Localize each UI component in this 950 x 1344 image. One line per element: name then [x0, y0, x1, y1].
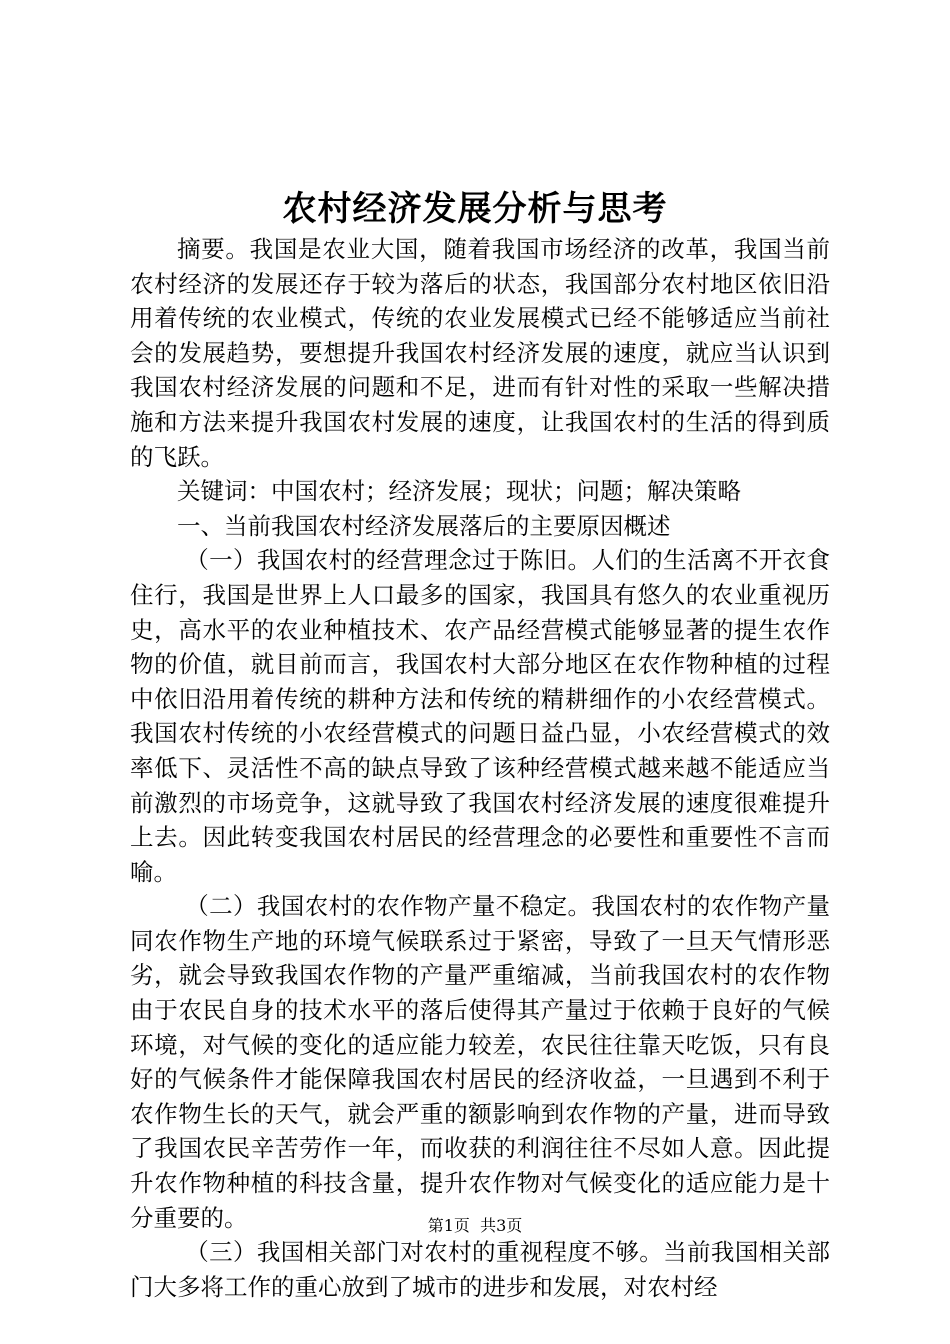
page-footer	[0, 1215, 950, 1237]
body-paragraph: （三）我国相关部门对农村的重视程度不够。当前我国相关部门大多将工作的重心放到了城市的进步和发展，对农村经	[130, 1238, 830, 1301]
document-body	[130, 232, 830, 1304]
document-title: 农村经济发展分析与思考	[282, 189, 668, 229]
abstract-paragraph: 摘要。我国是农业大国，随着我国市场经济的改革，我国当前农村经济的发展还存于较为落后的状态，我国部分农村地区依旧沿用着传统的农业模式，传统的农业发展模式已经不能够适应当前社会的发展趋势，要想提升我国农村经济发展的速度，就应当认识到我国农村经济发展的问题和不足，进而有针对性的采取一些解决措施和方法来提升我国农村发展的速度，让我国农村的生活的得到质的飞跃。	[130, 235, 830, 471]
section-heading: 一、当前我国农村经济发展落后的主要原因概述	[177, 511, 671, 540]
page-total: 共3页	[480, 1216, 523, 1235]
body-paragraph: （二）我国农村的农作物产量不稳定。我国农村的农作物产量同农作物生产地的环境气候联系过于紧密，导致了一旦天气情形恶劣，就会导致我国农作物的产量严重缩减，当前我国农村的农作物由于农民自身的技术水平的落后使得其产量过于依赖于良好的气候环境，对气候的变化的适应能力较差，农民往往靠天吃饭，只有良好的气候条件才能保障我国农村居民的经济收益，一旦遇到不利于农作物生长的天气，就会严重的额影响到农作物的产量，进而导致了我国农民辛苦劳作一年，而收获的利润往往不尽如人意。因此提升农作物种植的科技含量，提升农作物对气候变化的适应能力是十分重要的。	[130, 892, 830, 1232]
page-number: 第1页	[427, 1216, 470, 1235]
body-paragraph: （一）我国农村的经营理念过于陈旧。人们的生活离不开衣食住行，我国是世界上人口最多的国家，我国具有悠久的农业重视历史，高水平的农业种植技术、农产品经营模式能够显著的提生农作物的价值，就目前而言，我国农村大部分地区在农作物种植的过程中依旧沿用着传统的耕种方法和传统的精耕细作的小农经营模式。我国农村传统的小农经营模式的问题日益凸显，小农经营模式的效率低下、灵活性不高的缺点导致了该种经营模式越来越不能适应当前激烈的市场竞争，这就导致了我国农村经济发展的速度很难提升上去。因此转变我国农村居民的经营理念的必要性和重要性不言而喻。	[130, 546, 830, 886]
keywords-paragraph: 关键词：中国农村；经济发展；现状；问题；解决策略	[177, 477, 741, 506]
